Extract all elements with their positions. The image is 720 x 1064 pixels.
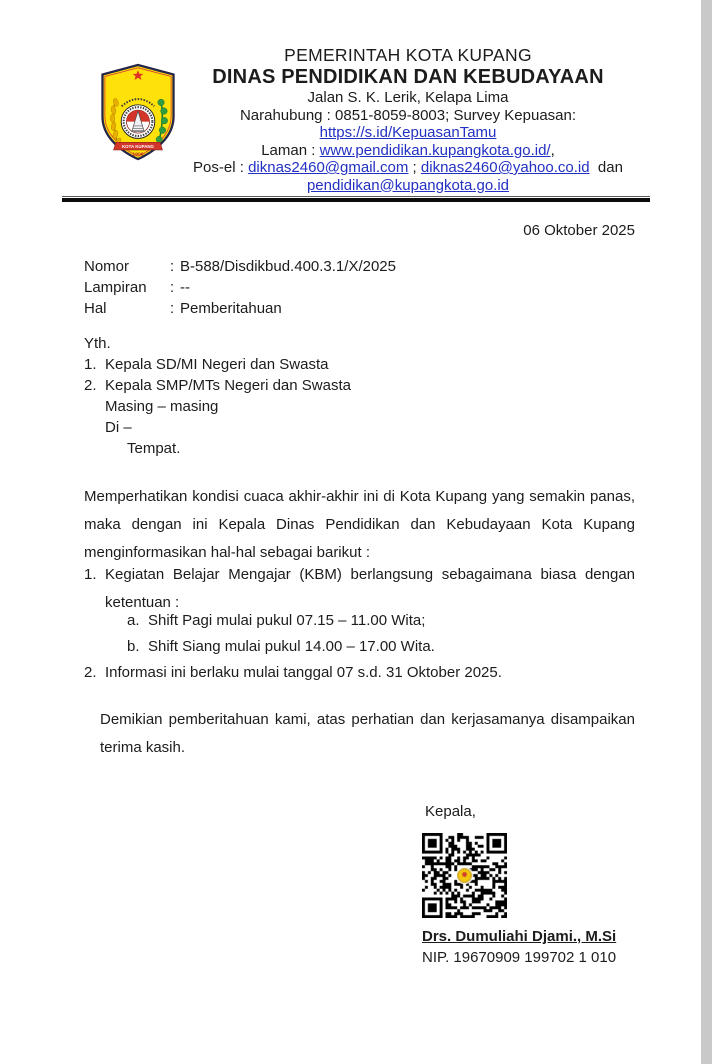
list-number: 1. — [84, 566, 97, 583]
email-official-link[interactable]: pendidikan@kupangkota.go.id — [306, 176, 510, 194]
website-link[interactable]: www.pendidikan.kupangkota.go.id/ — [319, 141, 551, 159]
list-letter: a. — [127, 612, 140, 629]
meta-colon: : — [170, 258, 175, 275]
subpoint-b — [127, 634, 635, 660]
meta-label: Hal — [84, 300, 107, 317]
recipient-item-2 — [84, 375, 635, 396]
point-text: Kegiatan Belajar Mengajar (KBM) berlangsung sebagaimana biasa dengan ketentuan : — [105, 566, 635, 611]
meta-row-lampiran — [84, 277, 635, 298]
email-yahoo-link[interactable]: diknas2460@yahoo.co.id — [420, 159, 590, 176]
website-label: Laman : — [261, 141, 320, 159]
signature-block — [422, 800, 652, 968]
meta-colon: : — [170, 279, 175, 296]
email-gmail-link[interactable]: diknas2460@gmail.com — [248, 159, 409, 176]
list-number: 2. — [84, 377, 97, 394]
meta-value-nomor: B-588/Disdikbud.400.3.1/X/2025 — [180, 258, 396, 275]
recipient-tempat: Tempat. — [127, 440, 181, 457]
email-separator: ; — [408, 159, 421, 176]
government-name: PEMERINTAH KOTA KUPANG — [284, 45, 532, 65]
closing-paragraph: Demikian pemberitahuan kami, atas perhatian dan kerjasamanya disampaikan terima kasih. — [100, 711, 635, 756]
point-text: Informasi ini berlaku mulai tanggal 07 s.d. 31 Oktober 2025. — [105, 664, 502, 681]
letter-date: 06 Oktober 2025 — [523, 222, 635, 239]
letter-meta — [84, 256, 635, 319]
point-2 — [84, 659, 635, 686]
recipient-item-text: Kepala SD/MI Negeri dan Swasta — [105, 356, 329, 373]
recipient-item-1 — [84, 354, 635, 375]
meta-row-hal — [84, 298, 635, 319]
list-number: 2. — [84, 664, 97, 681]
page-right-edge — [701, 0, 712, 1064]
letter-body — [84, 220, 635, 762]
website-suffix: , — [550, 141, 555, 159]
address-line: Jalan S. K. Lerik, Kelapa Lima — [307, 89, 509, 106]
signer-nip: NIP. 19670909 199702 1 010 — [422, 949, 617, 966]
email-label: Pos-el : — [193, 159, 249, 176]
recipient-item-text: Kepala SMP/MTs Negeri dan Swasta — [105, 377, 351, 394]
signer-position: Kepala, — [425, 803, 476, 820]
subpoint-text: Shift Siang mulai pukul 14.00 – 17.00 Wita. — [148, 638, 435, 655]
meta-colon: : — [170, 300, 175, 317]
recipient-di: Di – — [105, 419, 132, 436]
list-letter: b. — [127, 638, 140, 655]
recipient-masing: Masing – masing — [105, 398, 219, 415]
contact-line: Narahubung : 0851-8059-8003; Survey Kepuasan: — [239, 106, 577, 124]
opening-paragraph: Memperhatikan kondisi cuaca akhir-akhir ini di Kota Kupang yang semakin panas, maka dengan ini Kepala Dinas Pendidikan dan Kebudayaan Kota Kupang menginformasikan hal-hal sebagai barikut : — [84, 488, 635, 561]
meta-label: Lampiran — [84, 279, 147, 296]
coat-of-arms-icon — [90, 62, 186, 162]
meta-value-hal: Pemberitahuan — [180, 300, 282, 317]
subpoint-text: Shift Pagi mulai pukul 07.15 – 11.00 Wita; — [148, 612, 426, 629]
department-name: DINAS PENDIDIKAN DAN KEBUDAYAAN — [212, 66, 604, 88]
signature-qr-code — [422, 833, 507, 918]
letterhead-divider — [62, 196, 650, 202]
qr-code-canvas — [422, 833, 507, 918]
logo-year-text: 1996 — [132, 151, 144, 158]
meta-value-lampiran: -- — [180, 279, 190, 296]
letterhead-text — [170, 45, 646, 194]
list-number: 1. — [84, 356, 97, 373]
email-conjunction: dan — [597, 159, 623, 176]
recipient-salutation: Yth. — [84, 335, 111, 352]
meta-row-nomor — [84, 256, 635, 277]
points-list — [84, 561, 635, 686]
letterhead — [0, 0, 720, 194]
recipient-block — [84, 333, 635, 459]
logo-banner-text: KOTA KUPANG — [122, 144, 154, 150]
kota-kupang-logo — [90, 62, 186, 162]
signer-name: Drs. Dumuliahi Djami., M.Si — [422, 928, 617, 945]
meta-label: Nomor — [84, 258, 130, 275]
survey-link[interactable]: https://s.id/KepuasanTamu — [319, 124, 497, 141]
